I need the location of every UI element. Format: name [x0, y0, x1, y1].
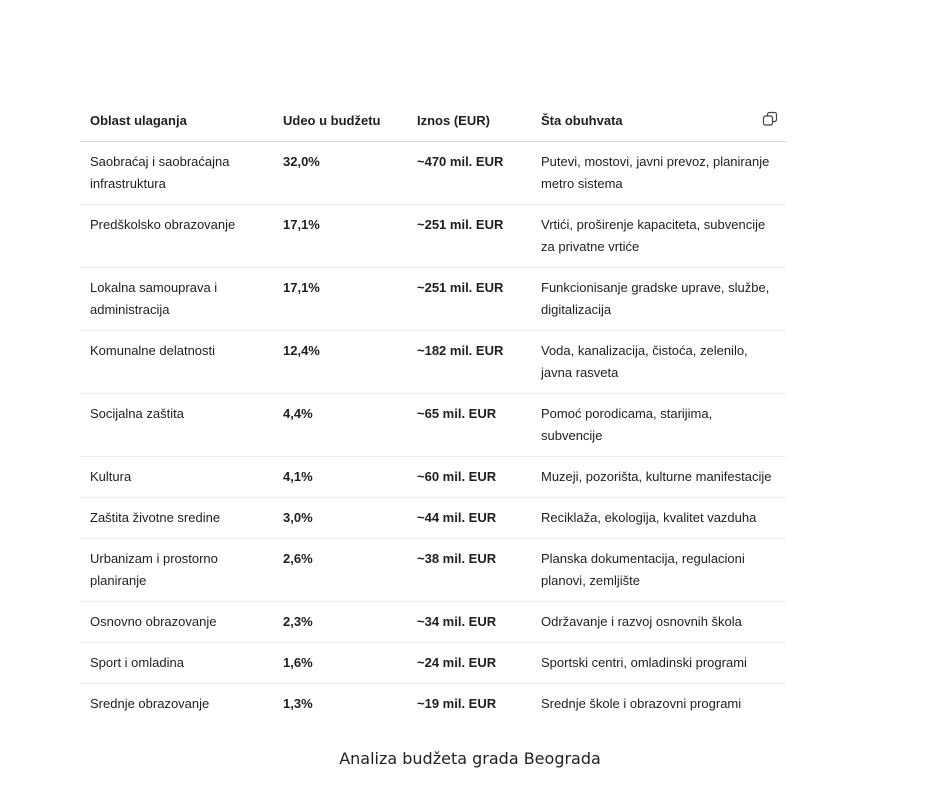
cell-iznos: ~38 mil. EUR	[407, 539, 531, 602]
figure-caption: Analiza budžeta grada Beograda	[339, 749, 601, 768]
table-header-row	[80, 101, 786, 142]
cell-iznos: ~44 mil. EUR	[407, 498, 531, 539]
cell-oblast: Predškolsko obrazovanje	[80, 205, 273, 268]
header-obuhvata	[531, 101, 786, 142]
cell-iznos: ~182 mil. EUR	[407, 331, 531, 394]
cell-oblast: Sport i omladina	[80, 643, 273, 684]
copy-icon[interactable]	[762, 111, 778, 127]
cell-obuhvata: Vrtići, proširenje kapaciteta, subvencije za privatne vrtiće	[531, 205, 786, 268]
cell-obuhvata: Planska dokumentacija, regulacioni planovi, zemljište	[531, 539, 786, 602]
table-row	[80, 498, 786, 539]
cell-udeo: 32,0%	[273, 142, 407, 205]
cell-oblast: Srednje obrazovanje	[90, 696, 210, 711]
cell-udeo: 1,3%	[283, 696, 313, 711]
cell-oblast: Kultura	[80, 457, 273, 498]
header-udeo: Udeo u budžetu	[273, 101, 407, 142]
header-oblast: Oblast ulaganja	[80, 101, 273, 142]
cell-oblast: Socijalna zaštita	[80, 394, 273, 457]
cell-iznos: ~34 mil. EUR	[407, 602, 531, 643]
cell-oblast: Saobraćaj i saobraćajna infrastruktura	[80, 142, 273, 205]
cell-iznos: ~251 mil. EUR	[407, 268, 531, 331]
cell-udeo: 2,3%	[273, 602, 407, 643]
cell-obuhvata: Funkcionisanje gradske uprave, službe, digitalizacija	[531, 268, 786, 331]
cell-udeo: 4,4%	[273, 394, 407, 457]
table-row	[80, 268, 786, 331]
cell-iznos: ~60 mil. EUR	[407, 457, 531, 498]
cell-iznos: ~251 mil. EUR	[407, 205, 531, 268]
table-row	[80, 643, 786, 684]
cell-iznos: ~19 mil. EUR	[417, 696, 497, 711]
cell-oblast: Urbanizam i prostorno planiranje	[80, 539, 273, 602]
cell-obuhvata: Putevi, mostovi, javni prevoz, planiranje metro sistema	[531, 142, 786, 205]
cell-oblast: Komunalne delatnosti	[80, 331, 273, 394]
cell-udeo: 2,6%	[273, 539, 407, 602]
cell-obuhvata: Sportski centri, omladinski programi	[531, 643, 786, 684]
budget-table	[80, 101, 786, 724]
cell-obuhvata: Muzeji, pozorišta, kulturne manifestacije	[531, 457, 786, 498]
cell-udeo: 4,1%	[273, 457, 407, 498]
cell-obuhvata: Održavanje i razvoj osnovnih škola	[531, 602, 786, 643]
cell-udeo: 17,1%	[273, 268, 407, 331]
cell-iznos: ~24 mil. EUR	[407, 643, 531, 684]
table-row	[80, 331, 786, 394]
cell-oblast: Lokalna samouprava i administracija	[80, 268, 273, 331]
table-row	[80, 142, 786, 205]
cell-oblast: Zaštita životne sredine	[80, 498, 273, 539]
cell-obuhvata: Voda, kanalizacija, čistoća, zelenilo, javna rasveta	[531, 331, 786, 394]
budget-table-container	[80, 101, 786, 724]
cell-udeo: 1,6%	[273, 643, 407, 684]
cell-iznos: ~470 mil. EUR	[407, 142, 531, 205]
cell-obuhvata: Srednje škole i obrazovni programi	[541, 696, 742, 711]
cell-iznos: ~65 mil. EUR	[407, 394, 531, 457]
table-row	[80, 205, 786, 268]
header-obuhvata-label: Šta obuhvata	[541, 113, 623, 128]
cell-udeo: 17,1%	[273, 205, 407, 268]
table-row	[80, 539, 786, 602]
table-row	[80, 602, 786, 643]
cell-udeo: 12,4%	[273, 331, 407, 394]
cell-udeo: 3,0%	[273, 498, 407, 539]
header-iznos: Iznos (EUR)	[407, 101, 531, 142]
table-body	[80, 142, 786, 725]
table-row	[80, 684, 786, 725]
table-row	[80, 394, 786, 457]
cell-oblast: Osnovno obrazovanje	[80, 602, 273, 643]
cell-obuhvata: Pomoć porodicama, starijima, subvencije	[531, 394, 786, 457]
table-row	[80, 457, 786, 498]
cell-obuhvata: Reciklaža, ekologija, kvalitet vazduha	[531, 498, 786, 539]
